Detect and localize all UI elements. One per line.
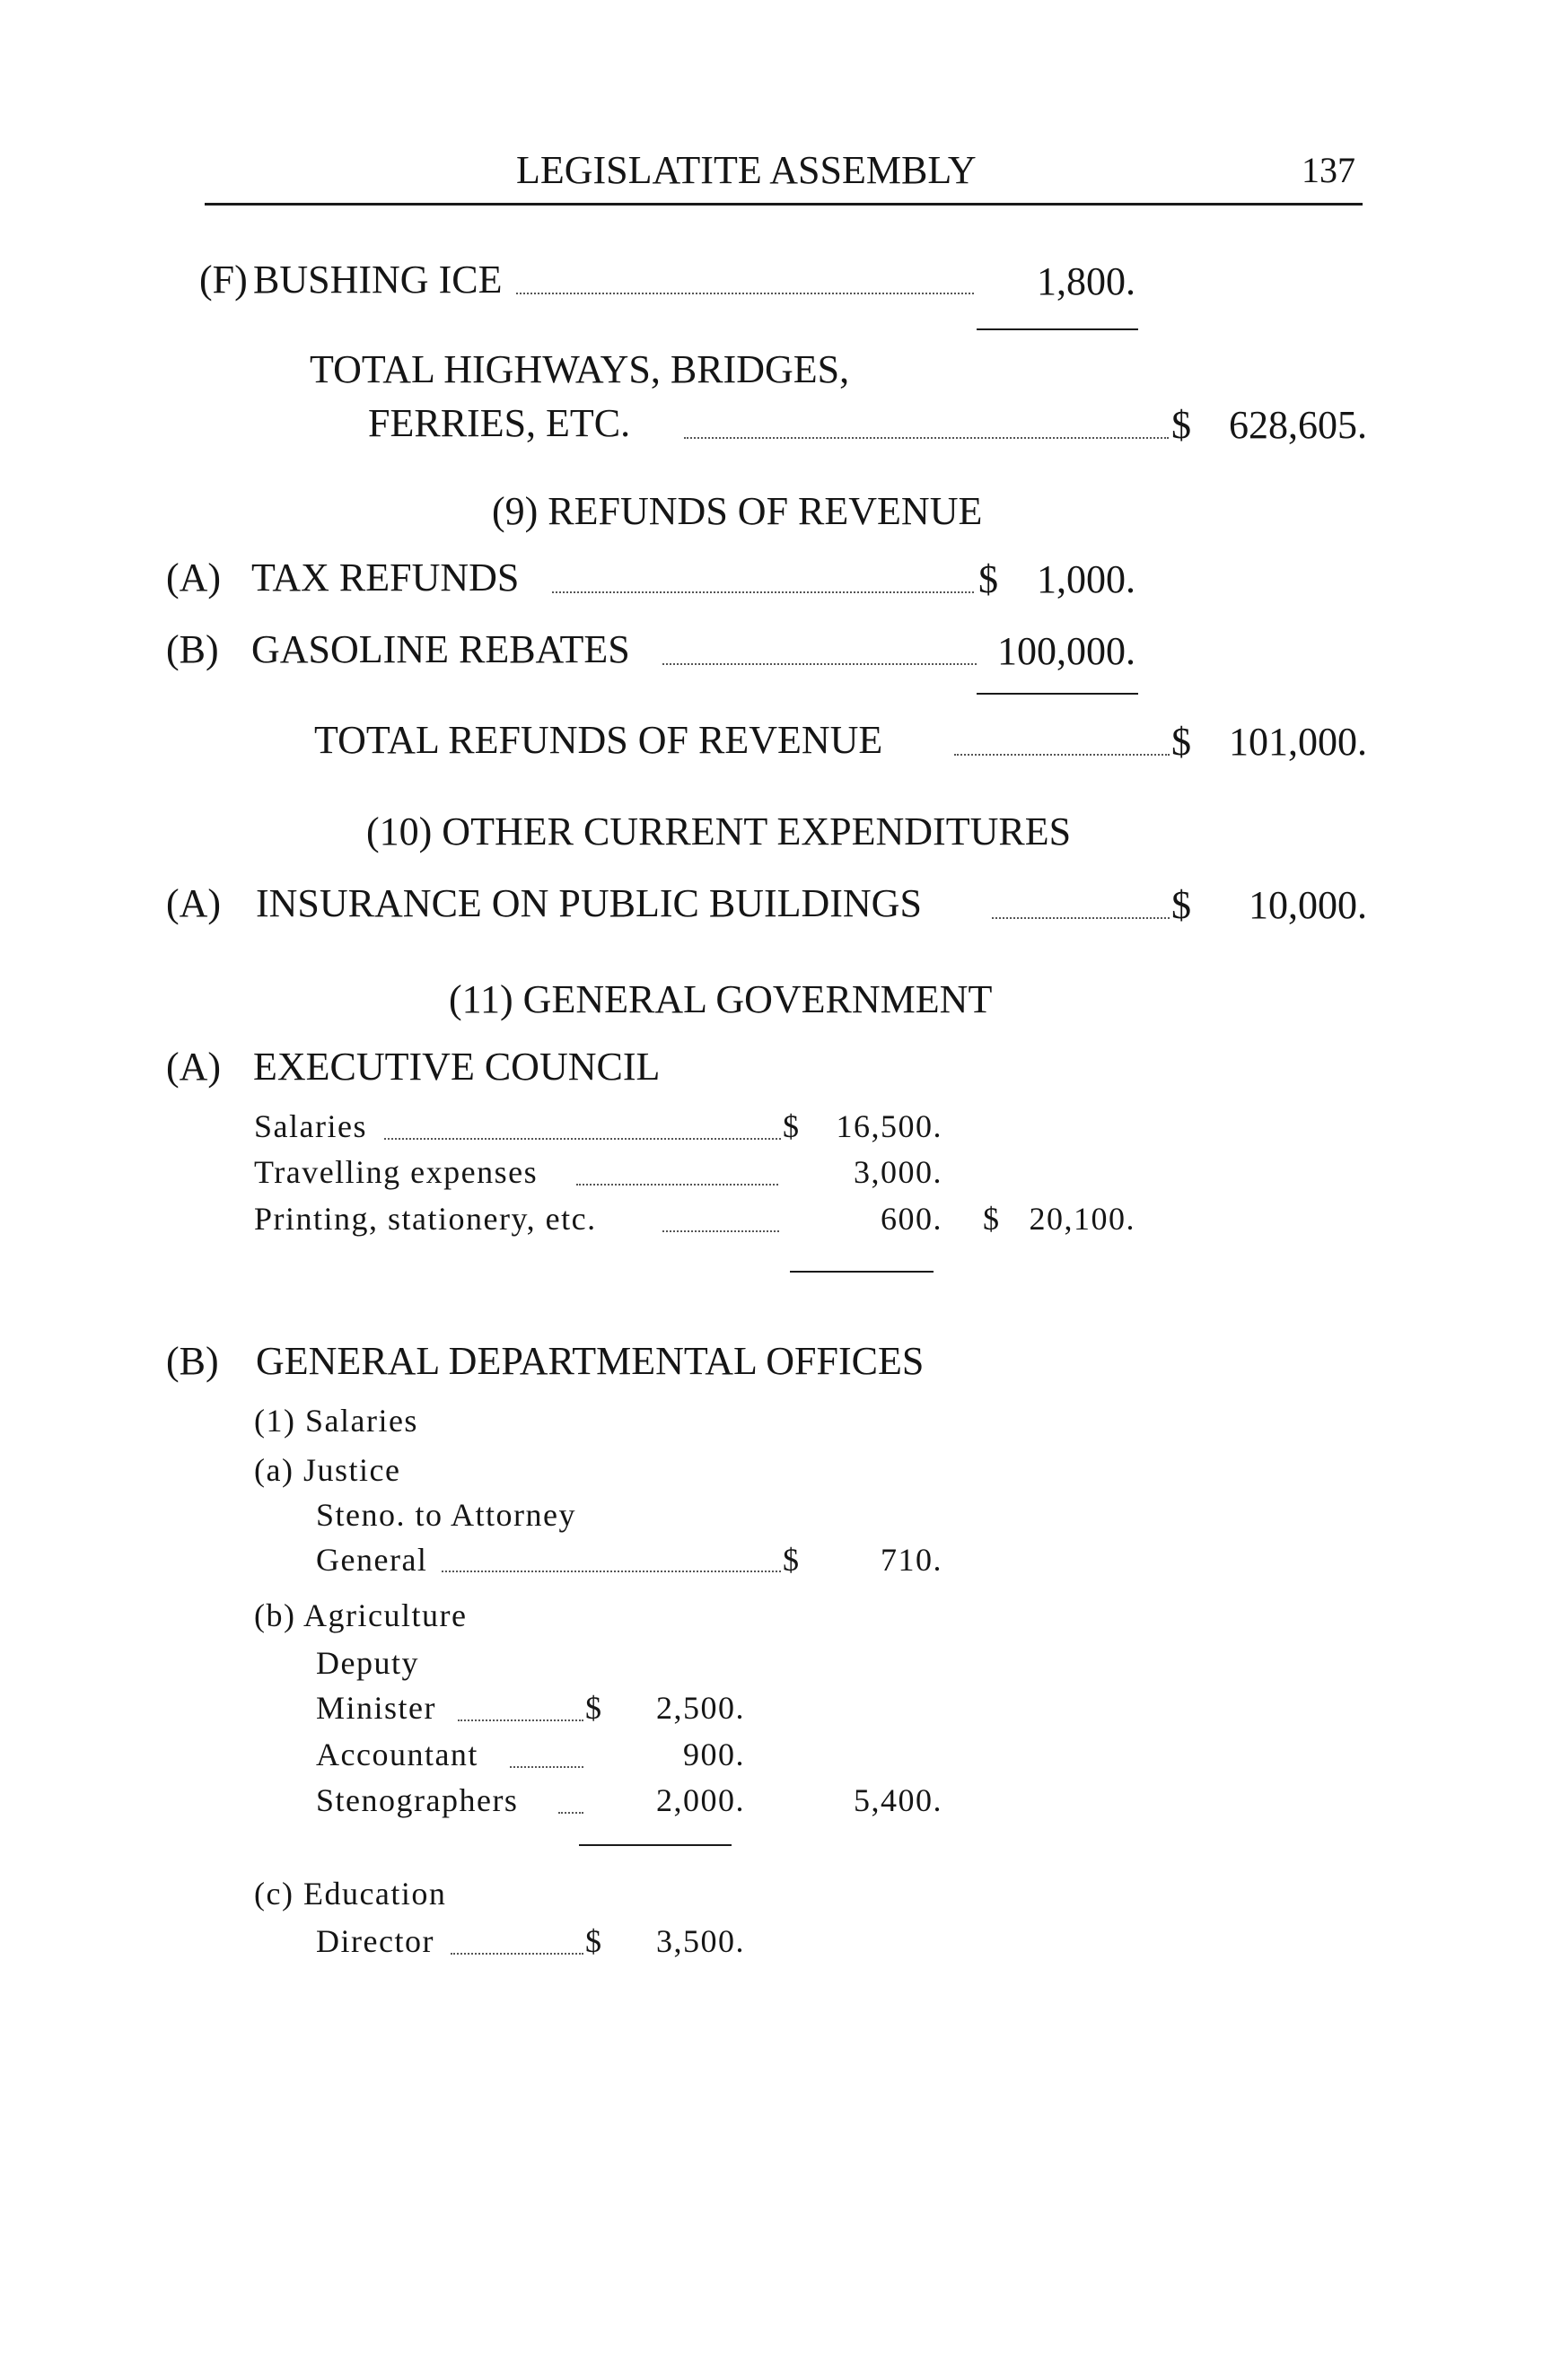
item-prefix: (F) xyxy=(199,258,248,302)
subtotal-rule xyxy=(977,693,1138,695)
dot-leader xyxy=(510,1766,583,1768)
line-item-label: Travelling expenses xyxy=(254,1154,539,1190)
dot-leader xyxy=(558,1812,583,1814)
item-amount: 10,000. xyxy=(1249,883,1367,927)
total-label: FERRIES, ETC. xyxy=(368,401,631,445)
total-amount: 628,605. xyxy=(1229,403,1367,447)
dot-leader xyxy=(384,1138,781,1140)
item-label: GASOLINE REBATES xyxy=(251,627,630,671)
line-item-label: Printing, stationery, etc. xyxy=(254,1201,597,1237)
currency-symbol: $ xyxy=(978,557,998,601)
subtotal-rule xyxy=(579,1844,732,1846)
item-amount: 1,000. xyxy=(1037,557,1135,601)
currency-symbol: $ xyxy=(1171,403,1191,447)
section-heading: (9) REFUNDS OF REVENUE xyxy=(492,489,983,533)
section-heading: (10) OTHER CURRENT EXPENDITURES xyxy=(366,809,1072,853)
currency-symbol: $ xyxy=(585,1923,603,1959)
line-item-amount: 600. xyxy=(881,1201,942,1237)
subsection-heading: EXECUTIVE COUNCIL xyxy=(253,1045,661,1089)
item-prefix: (A) xyxy=(166,881,222,925)
dot-leader xyxy=(451,1953,583,1955)
header-rule xyxy=(205,203,1363,206)
dot-leader xyxy=(458,1719,583,1721)
line-item-label: Stenographers xyxy=(316,1782,519,1818)
line-item-label: Salaries xyxy=(254,1108,367,1144)
line-item-label: Steno. to Attorney xyxy=(316,1497,576,1533)
item-label: INSURANCE ON PUBLIC BUILDINGS xyxy=(256,881,922,925)
section-heading: (11) GENERAL GOVERNMENT xyxy=(449,977,993,1021)
item-label: TAX REFUNDS xyxy=(251,556,520,599)
line-item-label: Accountant xyxy=(316,1737,478,1772)
dot-leader xyxy=(992,917,1170,919)
dot-leader xyxy=(662,663,977,665)
subtotal-rule xyxy=(790,1271,934,1273)
item-amount: 1,800. xyxy=(1037,259,1135,303)
page-title: LEGISLATITE ASSEMBLY xyxy=(516,148,977,192)
group-heading: (b) Agriculture xyxy=(254,1597,468,1633)
line-item-label: General xyxy=(316,1542,428,1578)
dot-leader xyxy=(576,1184,778,1186)
line-item-amount: 2,500. xyxy=(656,1690,745,1726)
line-item-amount: 710. xyxy=(881,1542,942,1578)
item-prefix: (B) xyxy=(166,627,219,671)
currency-symbol: $ xyxy=(1171,883,1191,927)
total-amount: 101,000. xyxy=(1229,720,1367,764)
line-item-amount: 16,500. xyxy=(836,1108,942,1144)
line-item-label: Director xyxy=(316,1923,434,1959)
dot-leader xyxy=(552,591,974,593)
dot-leader xyxy=(442,1571,781,1572)
total-label: TOTAL REFUNDS OF REVENUE xyxy=(314,718,883,762)
dot-leader xyxy=(662,1230,779,1232)
item-label: BUSHING ICE xyxy=(253,258,503,302)
group-heading: (c) Education xyxy=(254,1876,447,1912)
item-amount: 100,000. xyxy=(997,629,1135,673)
dot-leader xyxy=(516,293,974,294)
subsection-heading: GENERAL DEPARTMENTAL OFFICES xyxy=(256,1339,925,1383)
line-item-amount: 2,000. xyxy=(656,1782,745,1818)
currency-symbol: $ xyxy=(783,1108,801,1144)
line-item-amount: 3,500. xyxy=(656,1923,745,1959)
group-heading: (1) Salaries xyxy=(254,1403,418,1439)
subtotal-rule xyxy=(977,328,1138,330)
line-item-amount: 900. xyxy=(683,1737,745,1772)
item-prefix: (A) xyxy=(166,556,222,599)
dot-leader xyxy=(954,754,1170,756)
line-item-label: Deputy xyxy=(316,1645,419,1681)
group-heading: (a) Justice xyxy=(254,1452,401,1488)
currency-symbol: $ xyxy=(983,1201,1001,1237)
line-item-amount: 3,000. xyxy=(854,1154,942,1190)
subtotal-amount: 5,400. xyxy=(854,1782,942,1818)
currency-symbol: $ xyxy=(1171,720,1191,764)
line-item-label: Minister xyxy=(316,1690,436,1726)
currency-symbol: $ xyxy=(783,1542,801,1578)
page-number: 137 xyxy=(1302,150,1355,190)
dot-leader xyxy=(684,437,1169,439)
total-label: TOTAL HIGHWAYS, BRIDGES, xyxy=(310,347,850,391)
subtotal-amount: 20,100. xyxy=(1029,1201,1135,1237)
currency-symbol: $ xyxy=(585,1690,603,1726)
item-prefix: (A) xyxy=(166,1045,222,1089)
item-prefix: (B) xyxy=(166,1339,219,1383)
